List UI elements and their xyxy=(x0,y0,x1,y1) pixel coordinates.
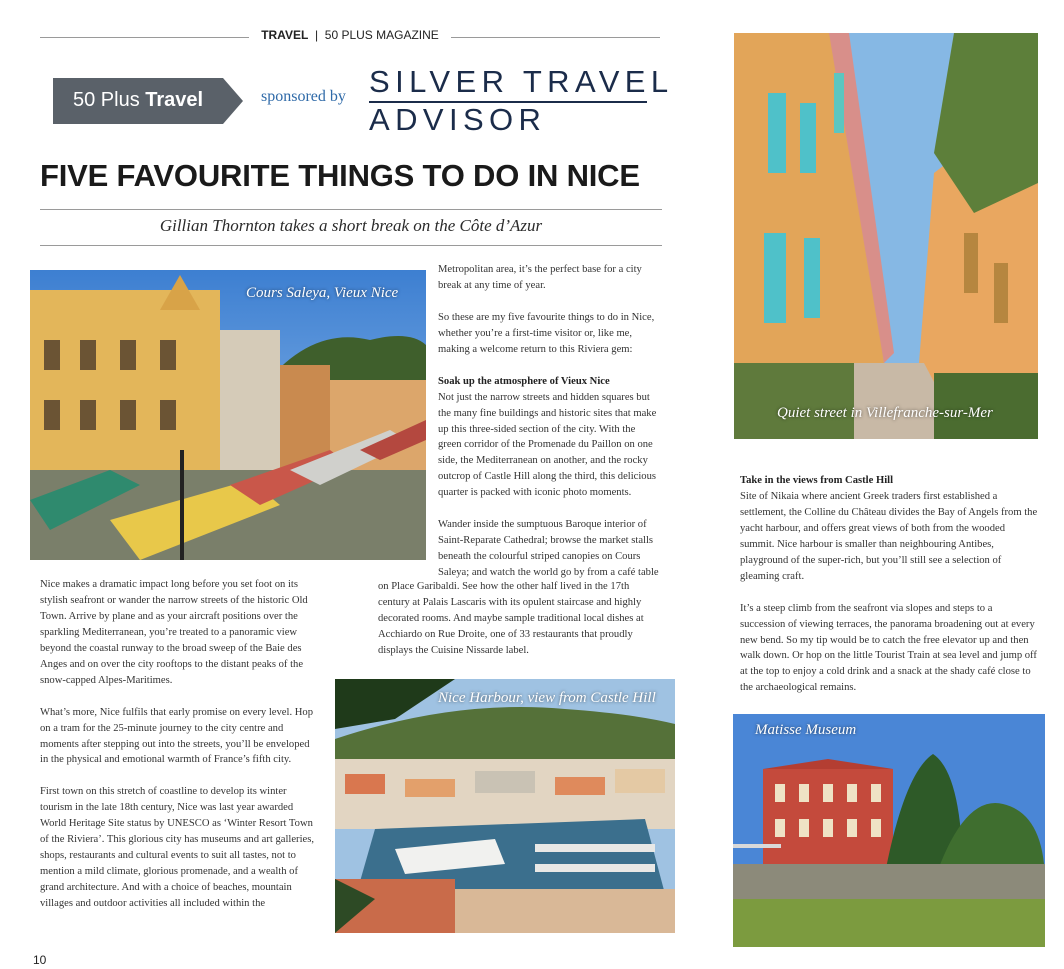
banner-text-part2: Travel xyxy=(145,89,204,111)
caption-harbour: Nice Harbour, view from Castle Hill xyxy=(438,690,656,706)
col3-paragraph: Site of Nikaia where ancient Greek traders first established a settlement, the Colline du Château divides the Bay of Angels from the yacht harbour, and offers great views of both from the wooded summit. Nice harbour is smaller than neighbouring Antibes, playground of the super-rich, but you’ll still see a selection of gleaming craft. xyxy=(740,490,1038,582)
section-name: TRAVEL xyxy=(261,28,309,42)
photo-villefranche xyxy=(734,33,1038,439)
column-2-upper xyxy=(438,262,660,581)
article-standfirst: Gillian Thornton takes a short break on the Côte d’Azur xyxy=(159,216,543,235)
col2-paragraph: So these are my five favourite things to do in Nice, whether you’re a first-time visitor or, like me, making a welcome return to this Riviera gem: xyxy=(438,311,655,355)
column-1 xyxy=(40,577,318,928)
col1-paragraph: What’s more, Nice fulfils that early promise on every level. Hop on a tram for the 25-minute journey to the city centre and moments after stepping out into the streets, you’ll be enveloped in the physical and emotional warmth of France’s fifth city. xyxy=(40,706,313,766)
section-label xyxy=(40,28,660,42)
caption-matisse: Matisse Museum xyxy=(755,722,857,738)
col1-paragraph: Nice makes a dramatic impact long before you set foot on its stylish seafront or wander the narrow streets of the historic Old Town. Arrive by plane and as your aircraft positions over the sparkling Mediterranean, you’re treated to a panoramic view beyond the coastal runway to the broad sweep of the Baie des Anges and on over the city rooftops to the distant peaks of the snow-capped Alpes-Maritimes. xyxy=(40,579,308,686)
col2-paragraph: Wander inside the sumptuous Baroque interior of Saint-Reparate Cathedral; browse the market stalls beneath the colourful striped canopies on Cours Saleya; and watch the world go by from a café table xyxy=(438,519,659,579)
sponsor-logo-line2: ADVISOR xyxy=(369,102,547,137)
article-title: FIVE FAVOURITE THINGS TO DO IN NICE xyxy=(40,158,640,193)
caption-cours-saleya: Cours Saleya, Vieux Nice xyxy=(246,285,399,301)
section-heading-vieux-nice: Soak up the atmosphere of Vieux Nice xyxy=(438,375,610,387)
separator: | xyxy=(314,28,319,42)
col3-paragraph: It’s a steep climb from the seafront via slopes and steps to a succession of viewing terraces, the panorama broadening out at every new bend. So my tip would be to catch the free elevator up and then walk down. Or hop on the little Tourist Train at sea level and jump off at the top to enjoy a cold drink and a snack at the shady café close to the archaeological remains. xyxy=(740,602,1037,694)
title-rule-top xyxy=(40,209,662,210)
photo-harbour xyxy=(335,679,675,933)
photo-matisse xyxy=(733,714,1045,947)
sponsored-by: sponsored by xyxy=(261,88,346,105)
column-3 xyxy=(740,473,1038,712)
page-number: 10 xyxy=(33,953,47,967)
sponsor-logo-line1: SILVER TRAVEL xyxy=(369,64,674,99)
section-heading-castle-hill: Take in the views from Castle Hill xyxy=(740,475,894,486)
banner-text-part1: 50 Plus xyxy=(73,89,146,111)
title-rule-bottom xyxy=(40,245,662,246)
col1-paragraph: First town on this stretch of coastline to develop its winter tourism in the late 18th century, Nice was last year awarded World Heritage Site status by UNESCO as ‘Winter Resort Town of the Riviera’. This glorious city has museums and art galleries, shops, restaurants and cultural events to suit all tastes, not to mention a mild climate, glorious promenade, and a wealth of grand architecture. And with a choice of beaches, mountain villages and outdoor activities all included within the xyxy=(40,786,315,910)
column-2-lower xyxy=(378,579,660,675)
photo-cours-saleya xyxy=(30,270,426,560)
col2-paragraph: on Place Garibaldi. See how the other half lived in the 17th century at Palais Lascaris with its opulent staircase and highly decorated rooms. And maybe sample traditional local dishes at Acchiardo on Rue Droite, one of 33 restaurants that proudly displays the Cuisine Nissarde label. xyxy=(378,581,644,656)
travel-banner xyxy=(53,78,243,124)
col2-paragraph: Metropolitan area, it’s the perfect base for a city break at any time of year. xyxy=(438,264,642,291)
magazine-name: 50 PLUS MAGAZINE xyxy=(324,28,439,42)
caption-villefranche: Quiet street in Villefranche-sur-Mer xyxy=(777,405,993,421)
banner-text xyxy=(73,89,203,112)
col2-paragraph: Not just the narrow streets and hidden squares but the many fine buildings and historic sites that make up this three-sided section of the city. With the green corridor of the Promenade du Paillon on one side, the Mediterranean on another, and the rocky outcrop of Castle Hill along the third, this delicious quarter is packed with iconic photo moments. xyxy=(438,391,657,499)
